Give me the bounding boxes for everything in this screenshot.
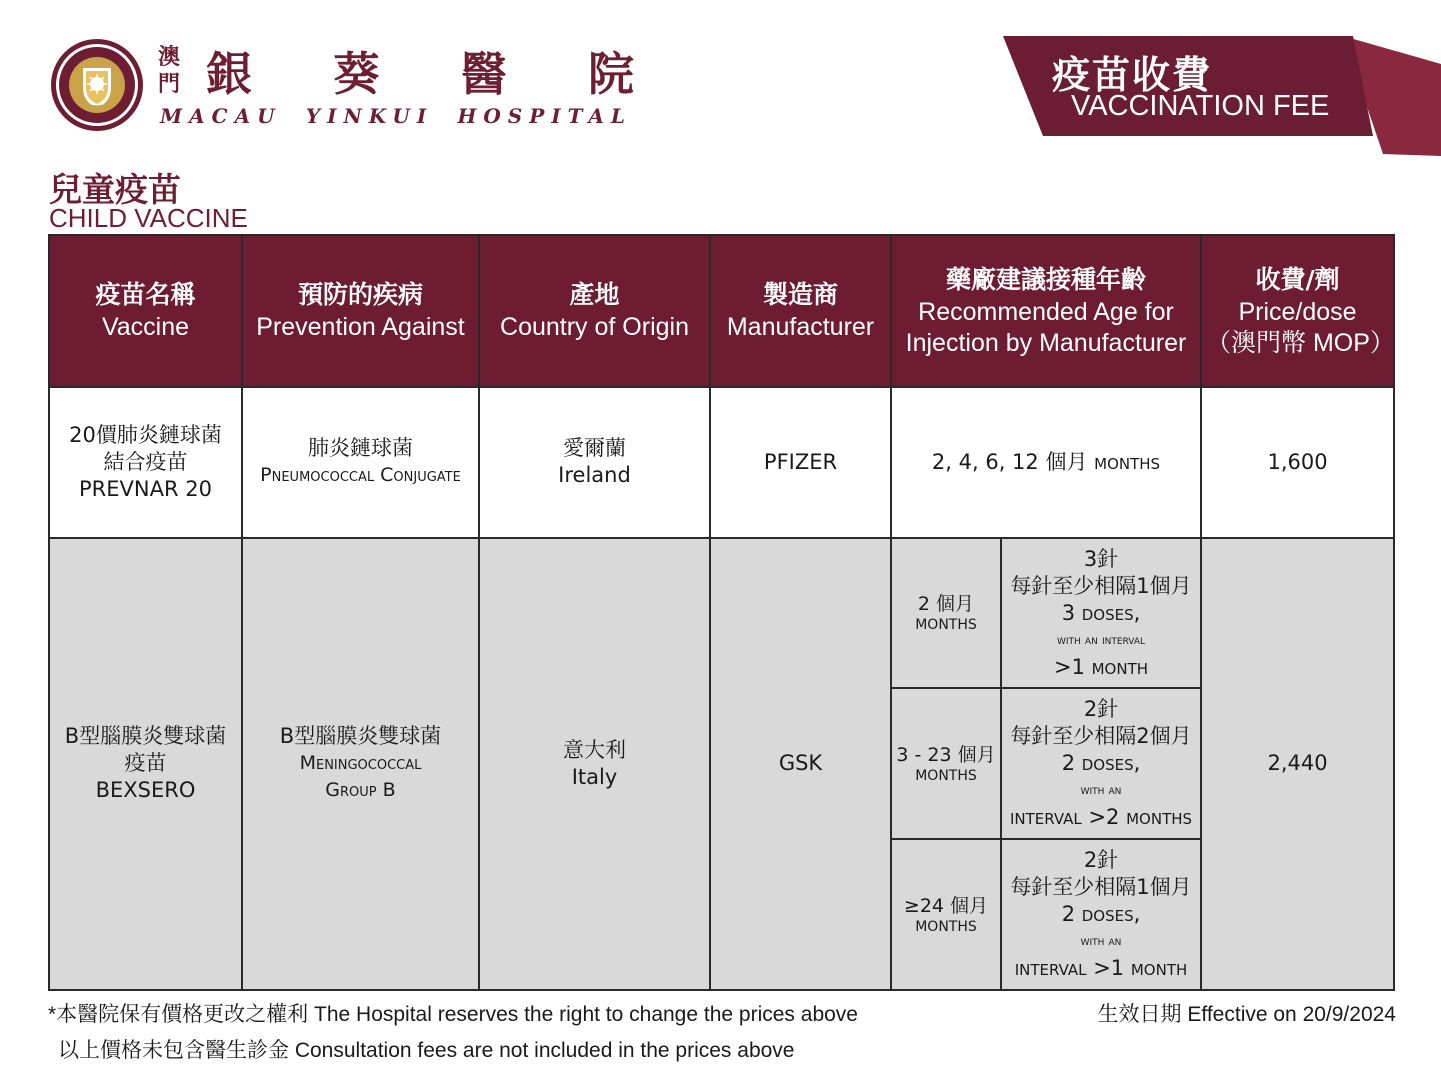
price-cell: 1,600 — [1201, 387, 1394, 538]
age-value: 3 - 23 個月 — [896, 743, 996, 766]
origin-cell — [479, 538, 710, 990]
age-unit-en: months — [1094, 449, 1161, 474]
price-cell: 2,440 — [1201, 538, 1394, 990]
hospital-name-cn-small: 澳門 — [158, 44, 181, 97]
origin-cn: 意大利 — [563, 737, 626, 762]
vaccine-name-cn: 疫苗 — [124, 751, 167, 776]
column-header-cn: 疫苗名稱 — [95, 280, 196, 310]
dose-interval-cn: 每針至少相隔1個月 — [1010, 875, 1192, 900]
prevention-en: Group B — [325, 779, 396, 802]
column-header-cn: 預防的疾病 — [297, 280, 423, 310]
dose-interval-en: >1 month — [1053, 654, 1149, 679]
hospital-name-char: 葵 — [333, 47, 380, 101]
age-value: 2 個月 — [917, 593, 975, 615]
dose-count-cn: 2針 — [1083, 848, 1119, 873]
hospital-name-word: YINKUI — [305, 104, 434, 128]
column-header-cn: 產地 — [569, 280, 620, 310]
table-header-row — [49, 235, 1394, 387]
hospital-name-en — [160, 104, 632, 128]
origin-cell — [479, 387, 710, 538]
column-header-cn: 收費/劑 — [1255, 264, 1340, 294]
hospital-name-char: 醫 — [460, 47, 507, 101]
section-title-en: CHILD VACCINE — [49, 203, 248, 233]
hospital-name-word: MACAU — [160, 104, 282, 128]
prevention-cell — [242, 387, 479, 538]
dose-interval-en: with an — [1080, 783, 1122, 799]
hospital-name-char: 院 — [587, 47, 634, 101]
dose-cell — [1001, 839, 1201, 990]
hospital-name-char: 銀 — [206, 47, 252, 101]
dose-interval-en: with an — [1080, 934, 1122, 950]
dose-count-en: 2 doses, — [1061, 751, 1141, 776]
table-row — [49, 387, 1394, 538]
dose-interval-en: with an interval — [1056, 632, 1146, 648]
prevention-en: Pneumococcal Conjugate — [260, 464, 461, 487]
manufacturer-cell: PFIZER — [710, 387, 891, 538]
column-header-prevention — [242, 235, 479, 387]
column-header-en-currency: （澳門幣 MOP） — [1206, 328, 1395, 357]
dose-interval-cn: 每針至少相隔1個月 — [1010, 573, 1192, 598]
table-row — [49, 538, 1394, 689]
consultation-fee-note: 以上價格未包含醫生診金 Consultation fees are not included in the prices above — [58, 1039, 795, 1062]
prevention-cn: 肺炎鏈球菌 — [308, 436, 413, 461]
hospital-name-word: HOSPITAL — [457, 104, 632, 128]
dose-interval-cn: 每針至少相隔2個月 — [1010, 724, 1192, 749]
dose-cell — [1001, 688, 1201, 839]
column-header-en: Manufacturer — [726, 313, 875, 342]
age-value: ≥24 個月 — [903, 894, 989, 917]
dose-interval-en: interval >2 months — [1009, 805, 1193, 830]
column-header-cn: 製造商 — [762, 280, 838, 310]
column-header-cn: 藥廠建議接種年齡 — [946, 264, 1147, 294]
section-title-cn: 兒童疫苗 — [49, 170, 181, 209]
age-unit-en: MONTHS — [915, 918, 977, 935]
vaccine-name-en: PREVNAR 20 — [79, 476, 212, 501]
dose-count-cn: 3針 — [1083, 546, 1119, 571]
age-value: 2, 4, 6, 12 個月 — [931, 449, 1088, 474]
prevention-cell — [242, 538, 479, 990]
vaccine-name-en: BEXSERO — [95, 778, 196, 803]
column-header-price — [1201, 235, 1394, 387]
vaccine-cell — [49, 387, 242, 538]
column-header-en: Country of Origin — [500, 313, 689, 342]
column-header-en: Price/dose — [1238, 297, 1357, 326]
age-cell — [891, 839, 1001, 990]
column-header-en: Vaccine — [101, 313, 190, 342]
banner-title-en: VACCINATION FEE — [1071, 90, 1330, 122]
origin-en: Ireland — [558, 463, 631, 488]
column-header-manufacturer — [710, 235, 891, 387]
dose-interval-en: interval >1 month — [1014, 956, 1188, 981]
column-header-en: Recommended Age for Injection by Manufacturer — [905, 297, 1187, 357]
dose-count-en: 3 doses, — [1061, 600, 1141, 625]
age-unit-en: MONTHS — [915, 617, 977, 633]
prevention-en: Meningococcal — [299, 752, 422, 775]
hospital-logo — [50, 38, 144, 132]
manufacturer-cell: GSK — [710, 538, 891, 990]
vaccine-name-cn: 結合疫苗 — [103, 449, 188, 474]
origin-cn: 愛爾蘭 — [563, 436, 626, 461]
vaccine-name-cn: 20價肺炎鏈球菌 — [69, 422, 222, 447]
column-header-age — [891, 235, 1201, 387]
vaccine-cell — [49, 538, 242, 990]
dose-cell — [1001, 538, 1201, 689]
age-unit-en: MONTHS — [915, 767, 977, 784]
dose-count-cn: 2針 — [1083, 697, 1119, 722]
age-cell — [891, 538, 1001, 689]
origin-en: Italy — [571, 764, 618, 789]
vaccine-fee-table — [48, 234, 1395, 991]
column-header-origin — [479, 235, 710, 387]
prevention-cn: B型腦膜炎雙球菌 — [279, 724, 442, 749]
banner-title-cn: 疫苗收費 — [1052, 53, 1213, 97]
column-header-vaccine — [49, 235, 242, 387]
effective-date: 生效日期 Effective on 20/9/2024 — [1097, 1003, 1396, 1026]
dose-count-en: 2 doses, — [1061, 902, 1141, 927]
hospital-name-cn — [200, 38, 640, 104]
column-header-en: Prevention Against — [256, 313, 465, 342]
age-cell — [891, 387, 1201, 538]
age-cell — [891, 688, 1001, 839]
vaccine-name-cn: B型腦膜炎雙球菌 — [64, 724, 227, 749]
price-change-note: *本醫院保有價格更改之權利 The Hospital reserves the right to change the prices above — [48, 1003, 858, 1026]
